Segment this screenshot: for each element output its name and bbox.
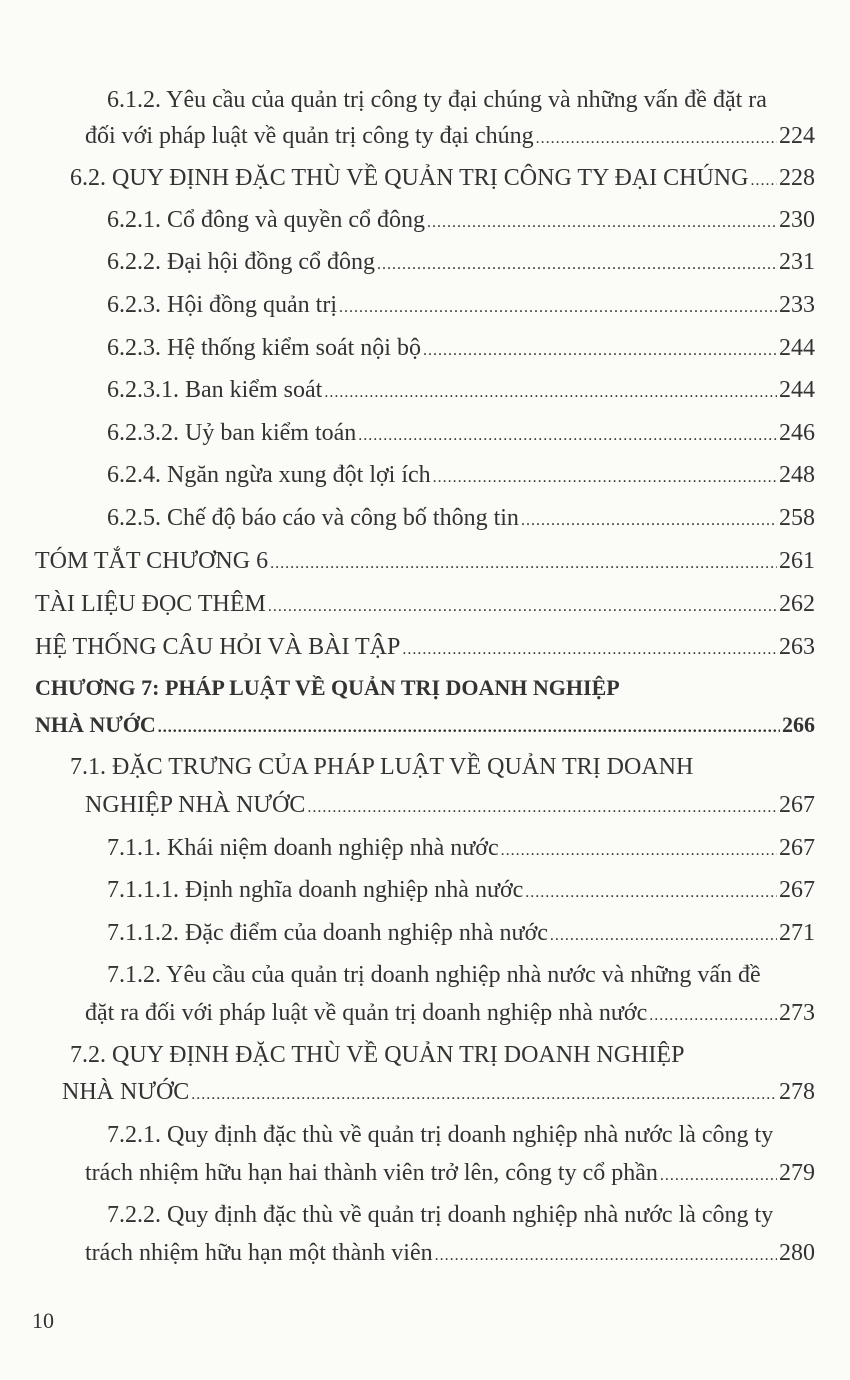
- toc-page-number: 246: [779, 420, 815, 446]
- toc-entry-line: [107, 247, 815, 280]
- toc-entry-title: 6.2.3. Hệ thống kiểm soát nội bộ: [107, 335, 421, 361]
- toc-entry-line: [107, 333, 815, 366]
- toc-entry-line: [35, 546, 815, 579]
- toc-entry-title: 6.2.5. Chế độ báo cáo và công bố thông tin: [107, 505, 519, 531]
- dot-leader: [268, 592, 777, 622]
- toc-page-number: 244: [779, 335, 815, 361]
- toc-entry-line: [107, 205, 815, 238]
- toc-entry-line: [107, 418, 815, 451]
- dot-leader: [649, 1001, 777, 1031]
- dot-leader: [521, 506, 777, 536]
- dot-leader: [402, 635, 777, 665]
- dot-leader: [377, 250, 777, 280]
- toc-entry-line: [35, 710, 815, 743]
- dot-leader: [191, 1080, 777, 1110]
- toc-page-number: 248: [779, 462, 815, 488]
- toc-entry-line: [62, 1077, 815, 1110]
- dot-leader: [423, 336, 777, 366]
- toc-entry-title: 6.2.3.1. Ban kiểm soát: [107, 377, 323, 403]
- toc-entry-line: [107, 833, 815, 866]
- toc-entry-title: HỆ THỐNG CÂU HỎI VÀ BÀI TẬP: [35, 634, 401, 660]
- page-number: 10: [32, 1308, 54, 1333]
- dot-leader: [358, 421, 777, 451]
- toc-entry-title: TÓM TẮT CHƯƠNG 6: [35, 548, 269, 574]
- toc-entry-line-continued: [107, 1120, 773, 1150]
- dot-leader: [525, 878, 777, 908]
- toc-page-number: 279: [779, 1160, 815, 1186]
- toc-entry-line-continued: [107, 85, 767, 115]
- toc-page-number: 258: [779, 505, 815, 531]
- dot-leader: [339, 293, 777, 323]
- toc-page-number: 273: [779, 1000, 815, 1026]
- toc-page-number: 278: [779, 1079, 815, 1105]
- dot-leader: [324, 378, 777, 408]
- toc-entry-line-continued: [70, 1040, 684, 1070]
- toc-entry-line: [107, 918, 815, 951]
- dot-leader: [435, 1241, 777, 1271]
- toc-entry-title: 7.2.2. Quy định đặc thù về quản trị doanh nghiệp nhà nước là công ty: [107, 1202, 774, 1228]
- toc-page-number: 262: [779, 591, 815, 617]
- toc-entry-title: 7.1.1.1. Định nghĩa doanh nghiệp nhà nước: [107, 877, 524, 903]
- toc-entry-line: [85, 1238, 815, 1271]
- toc-entry-line: [85, 790, 815, 823]
- dot-leader: [536, 124, 777, 154]
- toc-entry-title: 7.2.1. Quy định đặc thù về quản trị doanh nghiệp nhà nước là công ty: [107, 1122, 774, 1148]
- toc-page-number: 267: [779, 835, 815, 861]
- toc-entry-title: 7.1.1. Khái niệm doanh nghiệp nhà nước: [107, 835, 499, 861]
- toc-entry-line: [85, 1158, 815, 1191]
- dot-leader: [307, 793, 777, 823]
- toc-entry-line-continued: [35, 673, 620, 703]
- toc-entry-title: 6.2. QUY ĐỊNH ĐẶC THÙ VỀ QUẢN TRỊ CÔNG TY ĐẠI CHÚNG: [70, 165, 749, 191]
- toc-page-number: 271: [779, 920, 815, 946]
- toc-page-number: 231: [779, 249, 815, 275]
- toc-entry-line: [107, 460, 815, 493]
- toc-entry-title: 6.2.4. Ngăn ngừa xung đột lợi ích: [107, 462, 431, 488]
- dot-leader: [550, 921, 777, 951]
- toc-page-number: 230: [779, 207, 815, 233]
- toc-entry-line: [85, 998, 815, 1031]
- toc-entry-line: [70, 163, 815, 196]
- toc-entry-line-continued: [107, 960, 761, 990]
- toc-page-number: 263: [779, 634, 815, 660]
- dot-leader: [750, 166, 777, 196]
- toc-page-number: 233: [779, 292, 815, 318]
- toc-page-number: 280: [779, 1240, 815, 1266]
- toc-entry-title: 6.1.2. Yêu cầu của quản trị công ty đại chúng và những vấn đề đặt ra: [107, 87, 767, 113]
- toc-entry-title: 6.2.2. Đại hội đồng cổ đông: [107, 249, 375, 275]
- dot-leader: [270, 549, 777, 579]
- toc-entry-title: TÀI LIỆU ĐỌC THÊM: [35, 591, 266, 617]
- dot-leader: [427, 208, 777, 238]
- toc-entry-line: [107, 290, 815, 323]
- toc-page-number: 244: [779, 377, 815, 403]
- toc-entry-title: 6.2.3.2. Uỷ ban kiểm toán: [107, 420, 357, 446]
- toc-page-number: 267: [779, 792, 815, 818]
- toc-entry-title: NGHIỆP NHÀ NƯỚC: [85, 792, 306, 818]
- toc-entry-title: NHÀ NƯỚC: [35, 712, 156, 737]
- dot-leader: [158, 713, 780, 743]
- toc-entry-title: CHƯƠNG 7: PHÁP LUẬT VỀ QUẢN TRỊ DOANH NGHIỆP: [35, 675, 620, 700]
- toc-entry-line: [35, 632, 815, 665]
- toc-entry-title: đối với pháp luật về quản trị công ty đại chúng: [85, 123, 534, 149]
- toc-page-number: 224: [779, 123, 815, 149]
- toc-entry-title: 7.2. QUY ĐỊNH ĐẶC THÙ VỀ QUẢN TRỊ DOANH NGHIỆP: [70, 1042, 685, 1068]
- toc-entry-title: 6.2.3. Hội đồng quản trị: [107, 292, 337, 318]
- toc-entry-title: trách nhiệm hữu hạn hai thành viên trở lên, công ty cổ phần: [85, 1160, 658, 1186]
- dot-leader: [501, 836, 777, 866]
- dot-leader: [660, 1161, 777, 1191]
- toc-entry-line: [107, 503, 815, 536]
- toc-page-number: 267: [779, 877, 815, 903]
- toc-entry-line: [107, 375, 815, 408]
- toc-entry-title: 7.1.2. Yêu cầu của quản trị doanh nghiệp nhà nước và những vấn đề: [107, 962, 761, 988]
- toc-page-number: 228: [779, 165, 815, 191]
- toc-entry-title: 6.2.1. Cổ đông và quyền cổ đông: [107, 207, 425, 233]
- toc-entry-line: [107, 875, 815, 908]
- toc-entry-line: [85, 121, 815, 154]
- toc-page-number: 266: [782, 712, 815, 737]
- toc-entry-title: 7.1. ĐẶC TRƯNG CỦA PHÁP LUẬT VỀ QUẢN TRỊ DOANH: [70, 754, 694, 780]
- toc-entry-line-continued: [107, 1200, 773, 1230]
- toc-page-number: 261: [779, 548, 815, 574]
- toc-entry-title: 7.1.1.2. Đặc điểm của doanh nghiệp nhà nước: [107, 920, 548, 946]
- toc-entry-line-continued: [70, 752, 693, 782]
- dot-leader: [433, 463, 777, 493]
- toc-entry-title: NHÀ NƯỚC: [62, 1079, 190, 1105]
- toc-entry-title: đặt ra đối với pháp luật về quản trị doanh nghiệp nhà nước: [85, 1000, 648, 1026]
- toc-entry-line: [35, 589, 815, 622]
- toc-entry-title: trách nhiệm hữu hạn một thành viên: [85, 1240, 433, 1266]
